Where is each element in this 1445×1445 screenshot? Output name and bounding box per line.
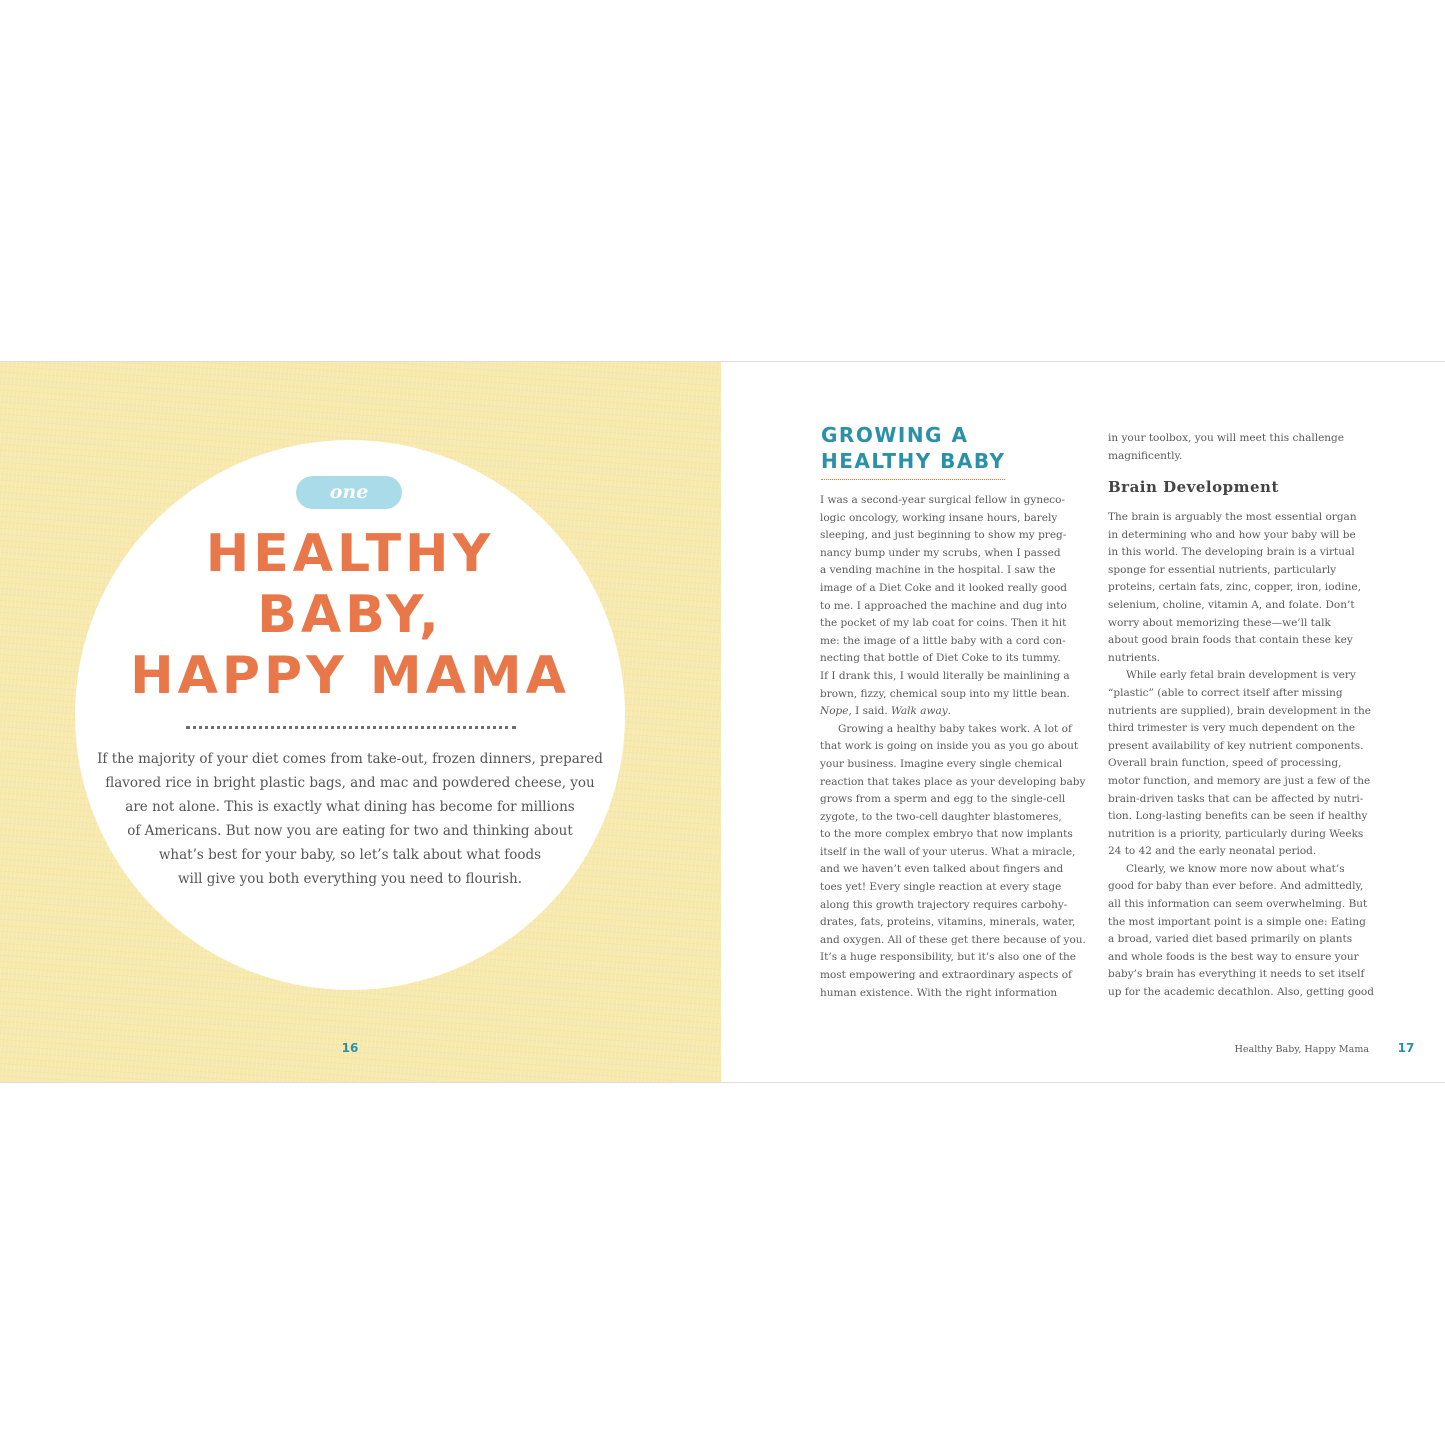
body-line: nutrients. bbox=[1108, 651, 1161, 664]
period: . bbox=[947, 705, 952, 718]
body-line: “plastic” (able to correct itself after missing bbox=[1108, 686, 1343, 699]
right-page bbox=[721, 362, 1445, 1082]
page-number-right: 17 bbox=[1397, 1041, 1415, 1055]
body-line: Overall brain function, speed of processing, bbox=[1108, 757, 1342, 770]
body-line: worry about memorizing these—we’ll talk bbox=[1108, 616, 1331, 629]
body-line: The brain is arguably the most essential organ bbox=[1108, 511, 1357, 523]
body-line: selenium, choline, vitamin A, and folate. Don’t bbox=[1108, 598, 1355, 611]
body-line: nutrition is a priority, particularly during Weeks bbox=[1108, 827, 1364, 840]
chapter-title-line: HAPPY MAMA bbox=[130, 646, 570, 706]
body-line bbox=[820, 703, 1085, 721]
body-line: image of a Diet Coke and it looked really good bbox=[820, 581, 1068, 594]
subheading-brain-development: Brain Development bbox=[1108, 478, 1279, 496]
section-heading bbox=[821, 422, 1061, 474]
body-line: your business. Imagine every single chemical bbox=[820, 757, 1063, 770]
body-line: and we haven’t even talked about fingers and bbox=[820, 863, 1064, 876]
body-column-left bbox=[820, 492, 1085, 1002]
body-line: in this world. The developing brain is a virtual bbox=[1108, 546, 1355, 559]
body-column-right bbox=[1108, 509, 1378, 1002]
body-line: necting that bottle of Diet Coke to its tummy. bbox=[820, 652, 1061, 665]
body-line: motor function, and memory are just a few of the bbox=[1108, 774, 1371, 787]
body-line: to the more complex embryo that now implants bbox=[820, 828, 1073, 841]
body-line: tion. Long-lasting benefits can be seen if healthy bbox=[1108, 810, 1368, 823]
chapter-intro bbox=[95, 747, 605, 891]
intro-line: are not alone. This is exactly what dining has become for millions bbox=[125, 799, 575, 815]
body-line: toes yet! Every single reaction at every stage bbox=[820, 881, 1062, 894]
body-line: Clearly, we know more now about what’s bbox=[1126, 862, 1345, 875]
body-line: human existence. With the right information bbox=[820, 986, 1058, 999]
body-line: most empowering and extraordinary aspects of bbox=[820, 969, 1072, 982]
said-text: , I said. bbox=[848, 705, 892, 718]
running-footer: Healthy Baby, Happy Mama bbox=[1234, 1044, 1369, 1055]
body-line: that work is going on inside you as you go about bbox=[820, 740, 1079, 753]
page-number-left: 16 bbox=[341, 1041, 359, 1055]
body-column-right-top bbox=[1108, 430, 1378, 465]
dotted-divider bbox=[186, 726, 516, 729]
body-line: sleeping, and just beginning to show my preg- bbox=[820, 529, 1067, 542]
body-line: good for baby than ever before. And admittedly, bbox=[1108, 880, 1364, 893]
italic-nope: Nope bbox=[820, 705, 849, 718]
body-line: about good brain foods that contain these key bbox=[1108, 634, 1353, 647]
left-page bbox=[0, 362, 721, 1082]
body-line: and whole foods is the best way to ensure your bbox=[1108, 950, 1359, 963]
body-line: to me. I approached the machine and dug into bbox=[820, 599, 1067, 612]
body-line: 24 to 42 and the early neonatal period. bbox=[1108, 845, 1317, 858]
body-line: I was a second-year surgical fellow in gyneco- bbox=[820, 494, 1066, 506]
body-line: in your toolbox, you will meet this challenge bbox=[1108, 432, 1344, 444]
intro-line: of Americans. But now you are eating for two and thinking about bbox=[127, 823, 573, 839]
body-line: sponge for essential nutrients, particularly bbox=[1108, 563, 1337, 576]
chapter-title-line: BABY, bbox=[257, 585, 443, 645]
body-line: nancy bump under my scrubs, when I passed bbox=[820, 546, 1061, 559]
body-line: If I drank this, I would literally be mainlining a bbox=[820, 669, 1070, 682]
body-line: reaction that takes place as your developing baby bbox=[820, 775, 1086, 788]
book-spread bbox=[0, 361, 1445, 1083]
body-line: present availability of key nutrient components. bbox=[1108, 739, 1364, 752]
chapter-title-line: HEALTHY bbox=[205, 524, 495, 584]
body-line: a vending machine in the hospital. I saw the bbox=[820, 564, 1056, 577]
body-line: a broad, varied diet based primarily on plants bbox=[1108, 933, 1353, 946]
body-line: itself in the wall of your uterus. What a miracle, bbox=[820, 845, 1076, 858]
chapter-number-badge: one bbox=[296, 476, 402, 509]
body-line: up for the academic decathlon. Also, getting good bbox=[1108, 986, 1374, 999]
intro-line: what’s best for your baby, so let’s talk about what foods bbox=[158, 847, 542, 863]
intro-line: If the majority of your diet comes from take-out, frozen dinners, prepared bbox=[97, 751, 603, 767]
body-line: me: the image of a little baby with a cord con- bbox=[820, 634, 1066, 647]
body-line: the most important point is a simple one: Eating bbox=[1108, 915, 1366, 928]
body-line: brown, fizzy, chemical soup into my little bean. bbox=[820, 687, 1070, 700]
body-line: grows from a sperm and egg to the single-cell bbox=[820, 793, 1066, 806]
body-line: drates, fats, proteins, vitamins, minerals, water, bbox=[820, 916, 1076, 929]
body-line: proteins, certain fats, zinc, copper, iron, iodine, bbox=[1108, 581, 1361, 594]
section-heading-line: GROWING A bbox=[821, 423, 969, 447]
body-line: baby’s brain has everything it needs to set itself bbox=[1108, 968, 1365, 981]
body-line: magnificently. bbox=[1108, 449, 1183, 462]
body-line: the pocket of my lab coat for coins. Then it hit bbox=[820, 617, 1067, 630]
italic-walk-away: Walk away bbox=[891, 705, 948, 718]
body-line: brain-driven tasks that can be affected by nutri- bbox=[1108, 792, 1364, 805]
intro-line: will give you both everything you need to flourish. bbox=[177, 871, 523, 887]
body-line: zygote, to the two-cell daughter blastomeres, bbox=[820, 810, 1062, 823]
chapter-title bbox=[75, 524, 625, 707]
body-line: While early fetal brain development is very bbox=[1126, 669, 1356, 682]
intro-line: flavored rice in bright plastic bags, and mac and powdered cheese, you bbox=[105, 775, 595, 791]
body-line: third trimester is very much dependent on the bbox=[1108, 722, 1356, 735]
body-line: nutrients are supplied), brain development in the bbox=[1108, 704, 1371, 717]
section-heading-line: HEALTHY BABY bbox=[821, 449, 1006, 473]
body-line: all this information can seem overwhelming. But bbox=[1108, 898, 1368, 911]
heading-dotted-rule bbox=[821, 479, 1005, 480]
body-line: and oxygen. All of these get there because of you. bbox=[820, 933, 1086, 946]
title-circle bbox=[75, 440, 625, 990]
body-line: along this growth trajectory requires carbohy- bbox=[820, 898, 1068, 911]
body-line: in determining who and how your baby will be bbox=[1108, 528, 1356, 541]
body-line: logic oncology, working insane hours, barely bbox=[820, 511, 1058, 524]
body-line: It’s a huge responsibility, but it’s also one of the bbox=[820, 951, 1076, 964]
body-line: Growing a healthy baby takes work. A lot of bbox=[838, 722, 1072, 735]
